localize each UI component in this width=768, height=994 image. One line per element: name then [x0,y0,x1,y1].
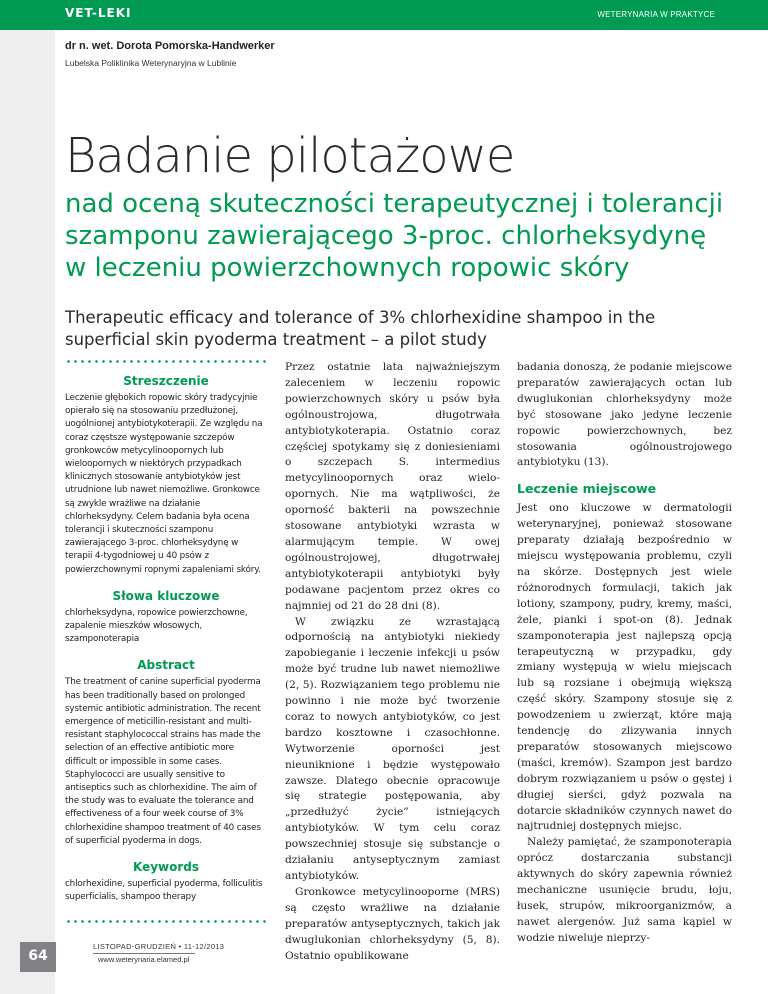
author-affiliation: Lubelska Poliklinika Weterynaryjna w Lublinie [65,58,237,68]
abstract-pl-heading: Streszczenie [123,374,209,388]
body-column-2 [517,360,732,947]
body-paragraph: W związku ze wzrastającą odpornością na antybiotyki niekiedy zapobieganie i leczenie infekcji u psów może być trudne lub nawet niemożliwe (2, 5). Rozwiązaniem tego problemu nie powinno i nie może być tworzenie coraz to nowych antybiotyków, co jest bardzo kosztowne i czasochłonne. Wytworzenie oporności jest nieuniknione i będzie występowało zawsze. Dlatego obecnie opracowuje się strategie postępowania, aby „przedłużyć życie” istniejących antybiotyków. W tym celu coraz powszechniej stosuje się substancje o działaniu antyseptycznym zamiast antybiotyków. [285,615,500,882]
header-category: WETERYNARIA W PRAKTYCE [597,10,715,19]
left-margin-stripe [0,0,55,994]
keywords-en-text: chlorhexidine, superficial pyoderma, folliculitis superficialis, shampoo therapy [65,879,263,903]
keywords-pl-heading: Słowa kluczowe [112,588,220,603]
body-paragraph: Gronkowce metycylinooporne (MRS) są często wrażliwe na działanie preparatów antyseptycznych, takich jak dwuglukonian chlorheksydyny (5, 8). Ostatnio opublikowane [285,885,500,962]
abstract-en-text: The treatment of canine superficial pyoderma has been traditionally based on prolonged systemic antibiotic administration. The recent emergence of meticillin-resistant and multi-resistant staphylococcal strains has made the selection of an effective antibiotic more difficult or impossible in some cases. Staphylococci are usually sensitive to antiseptics such as chlorhexidine. The aim of the study was to evaluate the tolerance and effectiveness of a four week course of 3% chlorhexidine shampoo treatment of 40 cases of superficial pyoderma in dogs. [65,677,261,846]
body-column-1 [285,360,500,964]
body-paragraph: Przez ostatnie lata najważniejszym zaleceniem w leczeniu ropowic powierzchownych skóry u psów była ogólnoustrojowa, długotrwała antybiotykoterapia. Ostatnio coraz częściej spotykamy się z doniesieniami o szczepach S. intermedius metycylinoopornych oraz wieloopornych. Nie ma wątpliwości, że oporność bakterii na powszechnie stosowane antybiotyki wzrasta w alarmującym tempie. W owej ogólnoustrojowej, długotrwałej antybiotykoterapii antybiotyki były podawane pacjentom przez okres co najmniej od 21 do 28 dni (8). [285,361,500,612]
body-paragraph: badania donoszą, że podanie miejscowe preparatów zawierających octan lub dwuglukonian chlorheksydyny może być stosowane jako jedyne leczenie ropowic powierzchownych, bez stosowania ogólnoustrojowego antybiotyku (13). [517,361,732,469]
keywords-pl-text: chlorheksydyna, ropowice powierzchowne, zapalenie mieszków włosowych, szamponoterapia [65,607,248,645]
page-number: 64 [28,948,48,964]
section-label: VET-LEKI [65,6,132,20]
english-title: Therapeutic efficacy and tolerance of 3% chlorhexidine shampoo in the superficial skin pyoderma treatment – a pilot study [65,308,656,349]
article-title: Badanie pilotażowe [65,128,515,184]
issue-label: LISTOPAD-GRUDZIEŃ • 11-12/2013 [93,942,225,951]
journal-url: www.weterynaria.elamed.pl [98,955,190,964]
abstract-pl-text: Leczenie głębokich ropowic skóry tradycyjnie opierało się na stosowaniu przedłużonej, uogólnionej antybiotykoterapii. Ze względu na coraz częstsze występowanie szczepów gronkowców metycylinoopornych lub wieloopornych w niektórych przypadkach klinicznych stosowanie antybiotyków jest utrudnione lub nawet niemożliwe. Gronkowce są zwykle wrażliwe na działanie chlorheksydyny. Celem badania była ocena tolerancji i skuteczności szamponu zawierającego 3-proc. chlorheksydynę w terapii 4-tygodniowej u 40 psów z powierzchownymi ropnymi zapaleniami skóry. [65,393,263,575]
dotted-divider-top [65,360,267,363]
section-heading: Leczenie miejscowe [517,481,657,497]
dotted-divider-bottom [65,920,267,923]
abstract-en-heading: Abstract [137,658,195,673]
keywords-en-heading: Keywords [132,860,200,875]
sidebar-abstract [65,366,267,905]
article-subtitle: nad oceną skuteczności terapeutycznej i tolerancji szamponu zawierającego 3-proc. chlorheksydynę w leczeniu powierzchownych ropowic skóry [65,189,724,283]
author-name: dr n. wet. Dorota Pomorska-Handwerker [65,40,275,52]
body-paragraph: Jest ono kluczowe w dermatologii weterynaryjnej, ponieważ stosowane preparaty działają bezpośrednio w miejscu występowania problemu, czyli na skórze. Dostępnych jest wiele różnorodnych formulacji, takich jak lotiony, szampony, pudry, kremy, maści, żele, pianki i spot-on (8). Jednak szamponoterapia jest najlepszą opcją terapeutyczną w przypadku, gdy zmiany występują w wielu miejscach lub są rozsiane i obejmują większą część skóry. Szampony stosuje się z powodzeniem u zwierząt, które mają tendencję do zlizywania innych preparatów stosowanych miejscowo (maści, kremów). Szampon jest bardzo dobrym rozwiązaniem u psów o gęstej i długiej sierści, gdyż pozwala na dotarcie składników czynnych nawet do najtrudniej dostępnych miejsc. [517,502,732,833]
footer-rule [93,953,195,954]
body-paragraph: Należy pamiętać, że szamponoterapia oprócz dostarczania substancji aktywnych do skóry zapewnia również mechaniczne usunięcie brudu, łoju, łusek, strupów, mikroorganizmów, a nawet alergenów. Już sama kąpiel w wodzie niweluje nieprzy- [517,836,732,944]
